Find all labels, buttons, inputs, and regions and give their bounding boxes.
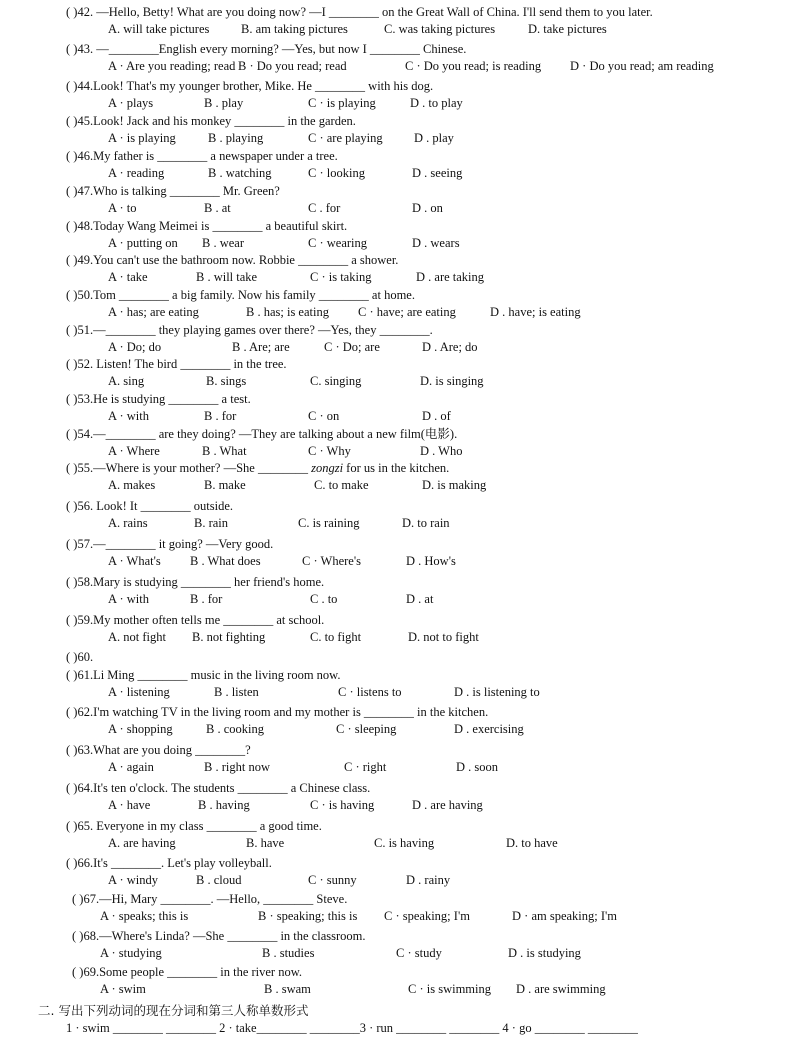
answer-option: C · right [344, 760, 387, 774]
answer-option: D . soon [456, 760, 499, 774]
answer-option: A · windy [108, 873, 158, 887]
question-item [0, 498, 790, 535]
answer-option: C · wearing [308, 236, 368, 250]
answer-option: B. make [204, 478, 246, 492]
answer-option: A · is playing [108, 131, 176, 145]
answer-options [108, 759, 778, 775]
answer-option: D. is making [422, 478, 487, 492]
question-item [0, 41, 790, 78]
answer-option: B . What [202, 444, 247, 458]
question-item [0, 964, 790, 1001]
answer-option: D. is singing [420, 374, 484, 388]
answer-option: B . studies [262, 946, 315, 960]
answer-option: D . seeing [412, 166, 463, 180]
answer-option: B . cooking [206, 722, 264, 736]
question-item [0, 4, 790, 41]
answer-option: C · Do you read; is reading [405, 59, 542, 73]
answer-option: A · reading [108, 166, 165, 180]
answer-options [108, 235, 778, 251]
answer-option: A · Are you reading; read [108, 59, 236, 73]
answer-option: B . will take [196, 270, 258, 284]
answer-option: D . is listening to [454, 685, 540, 699]
question-item [0, 322, 790, 359]
answer-option: A. not fight [108, 630, 166, 644]
answer-option: C · sunny [308, 873, 357, 887]
answer-options [108, 304, 778, 320]
question-item [0, 742, 790, 779]
question-item [0, 287, 790, 324]
question-stem: ( )64.It's ten o'clock. The students ________ a Chinese class. [66, 781, 371, 795]
verb-exercise-line: 1 · swim ________ ________ 2 · take________ ________3 · run ________ ________ 4 · go ________ ________ [66, 1021, 638, 1035]
answer-option: C . for [308, 201, 341, 215]
answer-option: B . having [198, 798, 250, 812]
answer-option: C. singing [310, 374, 362, 388]
answer-option: C. is having [374, 836, 435, 850]
answer-option: D · Do you read; am reading [570, 59, 714, 73]
answer-option: C · is taking [310, 270, 372, 284]
answer-options [108, 477, 778, 493]
answer-option: A · to [108, 201, 137, 215]
question-stem: ( )45.Look! Jack and his monkey ________ in the garden. [66, 114, 356, 128]
answer-option: B . at [204, 201, 231, 215]
answer-option: A · again [108, 760, 154, 774]
answer-options [108, 269, 778, 285]
question-stem: ( )67.—Hi, Mary ________. —Hello, ________ Steve. [72, 892, 348, 906]
answer-option: C · is swimming [408, 982, 491, 996]
question-stem: ( )53.He is studying ________ a test. [66, 392, 251, 406]
question-item [0, 612, 790, 649]
answer-option: B . for [204, 409, 237, 423]
answer-option: A · What's [108, 554, 161, 568]
question-stem: ( )43. —________English every morning? —Yes, but now I ________ Chinese. [66, 42, 467, 56]
question-stem: ( )68.—Where's Linda? —She ________ in the classroom. [72, 929, 366, 943]
answer-option: B . swam [264, 982, 311, 996]
section-heading: 二. 写出下列动词的现在分词和第三人称单数形式 [38, 1003, 309, 1018]
answer-options [108, 721, 778, 737]
answer-option: C · on [308, 409, 340, 423]
answer-option: B . watching [208, 166, 272, 180]
answer-option: D. to rain [402, 516, 450, 530]
question-stem: ( )51.—________ they playing games over there? —Yes, they ________. [66, 323, 433, 337]
answer-option: B · Do you read; read [238, 59, 347, 73]
question-stem: ( )63.What are you doing ________? [66, 743, 251, 757]
answer-option: D . to play [410, 96, 463, 110]
answer-option: A. makes [108, 478, 156, 492]
answer-options [108, 58, 778, 74]
question-item [0, 183, 790, 220]
answer-option: B. rain [194, 516, 229, 530]
answer-options [100, 908, 770, 924]
answer-option: B . has; is eating [246, 305, 329, 319]
question-item [0, 426, 790, 463]
answer-option: A · Where [108, 444, 160, 458]
answer-option: A · speaks; this is [100, 909, 189, 923]
question-stem: ( )42. —Hello, Betty! What are you doing now? —I ________ on the Great Wall of China. I'll send them to you later. [66, 5, 653, 19]
answer-option: B . What does [190, 554, 261, 568]
answer-option: B . listen [214, 685, 259, 699]
answer-option: D. take pictures [528, 22, 607, 36]
answer-option: A · listening [108, 685, 170, 699]
question-stem: ( )48.Today Wang Meimei is ________ a beautiful skirt. [66, 219, 348, 233]
answer-option: A · shopping [108, 722, 173, 736]
answer-options [108, 629, 778, 645]
answer-options [108, 373, 778, 389]
question-stem: ( )55.—Where is your mother? —She ________ zongzi for us in the kitchen. [66, 461, 450, 475]
answer-option: A · with [108, 409, 149, 423]
question-item [0, 460, 790, 497]
answer-option: D . are swimming [516, 982, 606, 996]
answer-option: D . have; is eating [490, 305, 581, 319]
answer-option: C. to fight [310, 630, 362, 644]
answer-options [108, 443, 778, 459]
answer-option: C · have; are eating [358, 305, 456, 319]
answer-option: A. sing [108, 374, 145, 388]
answer-option: D . How's [406, 554, 456, 568]
answer-options [108, 95, 778, 111]
answer-option: D . are having [412, 798, 483, 812]
answer-option: C. was taking pictures [384, 22, 496, 36]
answer-options [108, 130, 778, 146]
answer-option: A · putting on [108, 236, 178, 250]
answer-options [108, 408, 778, 424]
question-stem: ( )46.My father is ________ a newspaper under a tree. [66, 149, 338, 163]
answer-option: A. are having [108, 836, 176, 850]
question-stem: ( )47.Who is talking ________ Mr. Green? [66, 184, 280, 198]
question-item [0, 78, 790, 115]
question-item [0, 928, 790, 965]
answer-options [108, 165, 778, 181]
answer-option: B. not fighting [192, 630, 266, 644]
question-stem: ( )50.Tom ________ a big family. Now his family ________ at home. [66, 288, 415, 302]
answer-option: A. will take pictures [108, 22, 210, 36]
answer-option: C · are playing [308, 131, 383, 145]
answer-option: C · is playing [308, 96, 376, 110]
answer-option: B . for [190, 592, 223, 606]
answer-option: B. sings [206, 374, 247, 388]
answer-option: C. is raining [298, 516, 360, 530]
answer-option: C. to make [314, 478, 369, 492]
answer-option: C · Where's [302, 554, 361, 568]
question-stem: ( )61.Li Ming ________ music in the living room now. [66, 668, 341, 682]
question-stem: ( )62.I'm watching TV in the living room and my mother is ________ in the kitchen. [66, 705, 489, 719]
answer-option: D . rainy [406, 873, 451, 887]
question-item [0, 704, 790, 741]
question-stem: ( )44.Look! That's my younger brother, Mike. He ________ with his dog. [66, 79, 434, 93]
question-item [0, 891, 790, 928]
answer-options [108, 21, 778, 37]
answer-option: C · speaking; I'm [384, 909, 470, 923]
answer-option: C · listens to [338, 685, 402, 699]
answer-option: C · looking [308, 166, 365, 180]
pinyin-word: zongzi [311, 461, 344, 475]
answer-option: C · Why [308, 444, 351, 458]
answer-option: D . exercising [454, 722, 524, 736]
question-item [0, 855, 790, 892]
answer-option: A · take [108, 270, 148, 284]
question-stem: ( )49.You can't use the bathroom now. Robbie ________ a shower. [66, 253, 399, 267]
answer-options [108, 872, 778, 888]
answer-option: D . of [422, 409, 451, 423]
question-item [0, 391, 790, 428]
answer-option: D . at [406, 592, 434, 606]
question-item [0, 148, 790, 185]
answer-option: A · Do; do [108, 340, 162, 354]
answer-option: B . play [204, 96, 244, 110]
question-stem: ( )57.—________ it going? —Very good. [66, 537, 274, 551]
answer-options [108, 684, 778, 700]
question-item [0, 113, 790, 150]
answer-option: C . to [310, 592, 338, 606]
question-item [0, 356, 790, 393]
answer-options [108, 553, 778, 569]
answer-option: D. to have [506, 836, 558, 850]
answer-option: B. have [246, 836, 285, 850]
answer-option: D . play [414, 131, 454, 145]
question-item [0, 536, 790, 573]
question-stem: ( )52. Listen! The bird ________ in the tree. [66, 357, 287, 371]
answer-option: B · speaking; this is [258, 909, 358, 923]
answer-option: D . are taking [416, 270, 485, 284]
answer-option: D. not to fight [408, 630, 479, 644]
answer-option: C · Do; are [324, 340, 380, 354]
answer-option: A · swim [100, 982, 146, 996]
answer-option: A. rains [108, 516, 148, 530]
question-stem: ( )54.—________ are they doing? —They are talking about a new film(电影). [66, 427, 458, 441]
question-item [0, 818, 790, 855]
answer-option: D · am speaking; I'm [512, 909, 618, 923]
question-stem: ( )60. [66, 650, 94, 664]
answer-option: B . wear [202, 236, 244, 250]
answer-options [100, 945, 770, 961]
question-stem: ( )59.My mother often tells me ________ at school. [66, 613, 325, 627]
question-stem: ( )56. Look! It ________ outside. [66, 499, 233, 513]
answer-option: C · is having [310, 798, 375, 812]
answer-options [108, 515, 778, 531]
answer-options [108, 200, 778, 216]
answer-options [100, 981, 770, 997]
answer-option: C · study [396, 946, 442, 960]
answer-options [108, 835, 778, 851]
question-item [0, 252, 790, 289]
answer-option: D . Are; do [422, 340, 478, 354]
question-item [0, 667, 790, 704]
question-item [0, 574, 790, 611]
question-item [0, 780, 790, 817]
answer-option: D . is studying [508, 946, 581, 960]
answer-option: C · sleeping [336, 722, 397, 736]
answer-option: B . right now [204, 760, 270, 774]
answer-option: B . Are; are [232, 340, 290, 354]
question-item [0, 218, 790, 255]
question-stem: ( )69.Some people ________ in the river now. [72, 965, 303, 979]
answer-options [108, 591, 778, 607]
answer-options [108, 797, 778, 813]
answer-option: B. am taking pictures [241, 22, 348, 36]
answer-option: A · have [108, 798, 151, 812]
answer-option: A · studying [100, 946, 162, 960]
answer-options [108, 339, 778, 355]
question-stem: ( )58.Mary is studying ________ her friend's home. [66, 575, 325, 589]
question-stem: ( )66.It's ________. Let's play volleyball. [66, 856, 272, 870]
answer-option: D . Who [420, 444, 463, 458]
question-stem: ( )65. Everyone in my class ________ a good time. [66, 819, 322, 833]
answer-option: D . on [412, 201, 443, 215]
answer-option: D . wears [412, 236, 460, 250]
answer-option: A · has; are eating [108, 305, 199, 319]
answer-option: A · with [108, 592, 149, 606]
answer-option: B . cloud [196, 873, 242, 887]
answer-option: B . playing [208, 131, 264, 145]
answer-option: A · plays [108, 96, 154, 110]
